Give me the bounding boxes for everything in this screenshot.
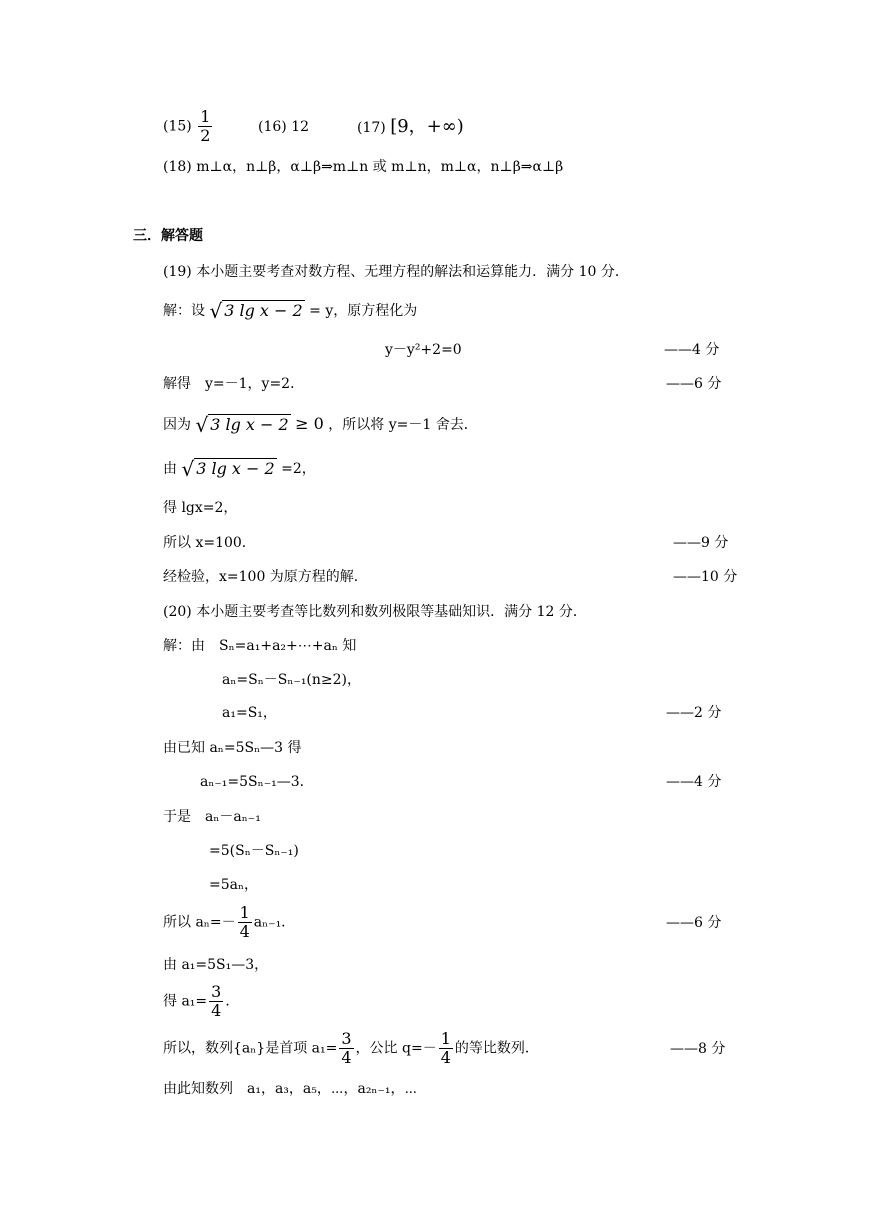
answer-15-fraction: [198, 108, 212, 145]
q20-line-2: aₙ=Sₙ－Sₙ₋₁(n≥2)，: [222, 672, 362, 688]
q19-check: 经检验，x=100 为原方程的解．: [163, 569, 368, 585]
q20-line-8: =5aₙ，: [209, 877, 259, 893]
q19-so-x: 所以 x=100．: [163, 535, 256, 551]
answer-17-label: (17): [357, 120, 386, 136]
q19-sol-prefix: 解：设: [163, 303, 205, 319]
q19-score-10: ——10 分: [673, 569, 738, 585]
q19-because-ge: ≥ 0: [295, 414, 324, 433]
fraction-denominator: 2: [200, 126, 211, 145]
fraction-denominator: 4: [440, 1048, 451, 1067]
fraction-numerator: 3: [211, 982, 222, 1001]
q20-line-12: [163, 1030, 539, 1067]
q20-line-12-prefix: 所以，数列{aₙ}是首项 a₁=: [163, 1040, 338, 1057]
q20-score-4: ——4 分: [666, 774, 722, 790]
q20-score-6: ——6 分: [666, 915, 722, 931]
radical-sign-icon: √: [209, 299, 223, 323]
fraction-numerator: 1: [440, 1029, 451, 1048]
sqrt-expression: [181, 459, 276, 479]
q19-by: [163, 459, 316, 479]
sqrt-expression: [209, 301, 304, 321]
q20-line-12-fraction-2: [439, 1030, 453, 1067]
q20-line-1: 解：由 Sₙ=a₁+a₂+⋯+aₙ 知: [163, 638, 357, 654]
answer-16: (16) 12: [258, 119, 310, 135]
q20-line-5: aₙ₋₁=5Sₙ₋₁—3．: [200, 774, 314, 790]
sqrt-body: 3 lg x − 2: [210, 415, 289, 434]
q19-intro: (19) 本小题主要考查对数方程、无理方程的解法和运算能力．满分 10 分．: [163, 264, 629, 280]
q20-line-11: [163, 983, 239, 1020]
fraction-numerator: 1: [200, 107, 211, 126]
q19-score-6: ——6 分: [666, 376, 722, 392]
radical-sign-icon: √: [181, 457, 195, 481]
radical-sign-icon: √: [195, 413, 209, 437]
q19-score-4: ——4 分: [664, 342, 720, 358]
q20-line-12-suffix: 的等比数列．: [454, 1040, 539, 1057]
fraction-denominator: 4: [341, 1048, 352, 1067]
fraction-numerator: 1: [239, 903, 250, 922]
q20-line-12-mid: ，公比 q=－: [355, 1040, 437, 1057]
section-title: 三．解答题: [133, 228, 203, 244]
q19-get-lg: 得 lgx=2，: [163, 500, 238, 516]
q20-line-11-fraction: [209, 983, 223, 1020]
q20-line-6: 于是 aₙ－aₙ₋₁: [163, 809, 261, 825]
q20-line-9-fraction: [238, 904, 252, 941]
answer-17-value: [9，+∞): [390, 116, 464, 137]
q20-line-9: [163, 904, 295, 941]
sqrt-expression: [195, 415, 290, 435]
answer-15: [163, 108, 214, 145]
fraction-denominator: 4: [239, 922, 250, 941]
q19-equation: y－y²+2=0: [385, 342, 462, 358]
q19-sol-suffix: = y，原方程化为: [309, 303, 418, 319]
answer-17: [357, 117, 464, 138]
fraction-numerator: 3: [341, 1029, 352, 1048]
q19-because: [163, 414, 478, 435]
q20-line-3: a₁=S₁，: [222, 705, 277, 721]
q20-intro: (20) 本小题主要考查等比数列和数列极限等基础知识．满分 12 分．: [163, 604, 587, 620]
q19-because-suffix: ，所以将 y=－1 舍去．: [328, 417, 478, 433]
q20-score-8: ——8 分: [670, 1041, 726, 1057]
sqrt-body: 3 lg x − 2: [224, 301, 303, 320]
answer-15-label: (15): [163, 118, 192, 135]
q20-line-12-fraction-1: [339, 1030, 353, 1067]
q20-line-9-prefix: 所以 aₙ=－: [163, 914, 236, 931]
q20-line-7: =5(Sₙ－Sₙ₋₁): [209, 843, 299, 859]
q19-solve: 解得 y=－1，y=2．: [163, 376, 305, 392]
sqrt-body: 3 lg x − 2: [196, 459, 275, 478]
q20-line-11-prefix: 得 a₁=: [163, 993, 208, 1010]
q20-line-4: 由已知 aₙ=5Sₙ—3 得: [163, 740, 302, 756]
fraction-denominator: 4: [211, 1001, 222, 1020]
q20-line-10: 由 a₁=5S₁—3，: [163, 957, 269, 973]
q19-because-prefix: 因为: [163, 417, 191, 433]
answer-18: (18) m⊥α，n⊥β，α⊥β⇒m⊥n 或 m⊥n，m⊥α，n⊥β⇒α⊥β: [163, 159, 564, 175]
q19-score-9: ——9 分: [673, 535, 729, 551]
q20-line-13: 由此知数列 a₁，a₃，a₅，⋯，a₂ₙ₋₁，⋯: [163, 1081, 418, 1097]
q20-line-11-suffix: ．: [225, 993, 240, 1010]
q20-score-2: ——2 分: [666, 705, 722, 721]
q19-substitution: [163, 301, 417, 321]
q19-by-suffix: =2，: [281, 461, 316, 477]
q20-line-9-suffix: aₙ₋₁．: [253, 914, 296, 931]
q19-by-prefix: 由: [163, 461, 177, 477]
